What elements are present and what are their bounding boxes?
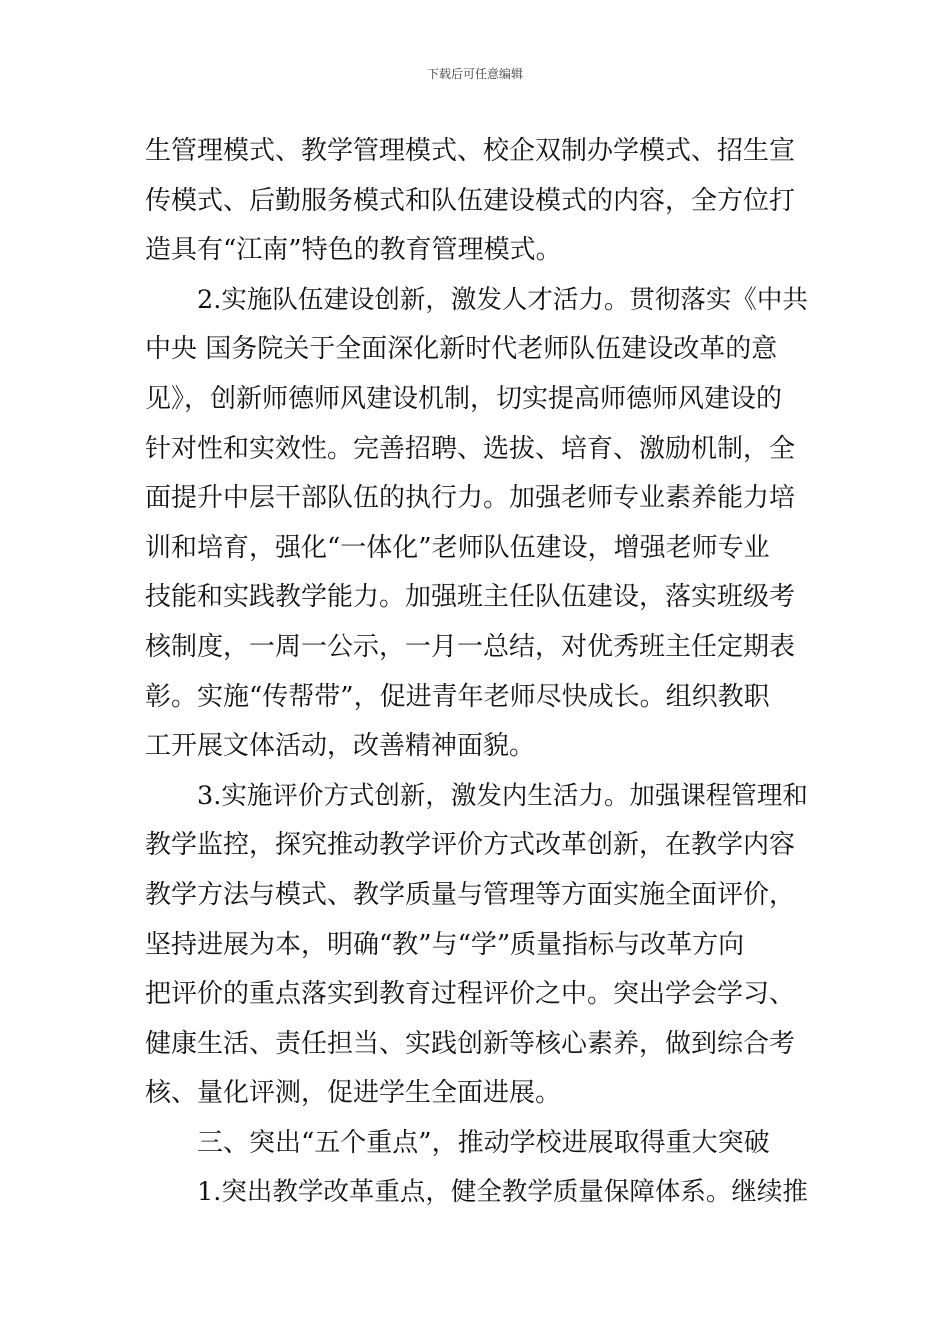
text-line: 教学监控，探究推动教学评价方式改革创新，在教学内容 <box>145 830 796 861</box>
text-line: 2.实施队伍建设创新，激发人才活力。贯彻落实《中共 <box>197 284 808 315</box>
text-line: 1.突出教学改革重点，健全教学质量保障体系。继续推 <box>197 1177 808 1208</box>
text-line: 核制度，一周一公示，一月一总结，对优秀班主任定期表 <box>145 631 796 662</box>
text-line: 工开展文体活动，改善精神面貌。 <box>145 731 536 762</box>
text-line: 见》，创新师德师风建设机制，切实提高师德师风建设的 <box>145 383 783 414</box>
text-line: 技能和实践教学能力。加强班主任队伍建设，落实班级考 <box>145 582 796 613</box>
text-line: 面提升中层干部队伍的执行力。加强老师专业素养能力培 <box>145 483 796 514</box>
text-line: 生管理模式、教学管理模式、校企双制办学模式、招生宣 <box>145 136 796 166</box>
document-body <box>145 127 810 1218</box>
text-line: 核、量化评测，促进学生全面进展。 <box>145 1078 562 1109</box>
text-line: 三、突出“五个重点”，推动学校进展取得重大突破 <box>197 1127 770 1158</box>
text-line: 造具有“江南”特色的教育管理模式。 <box>145 235 562 266</box>
text-line: 训和培育，强化“一体化”老师队伍建设，增强老师专业 <box>145 532 770 563</box>
text-line: 健康生活、责任担当、实践创新等核心素养，做到综合考 <box>145 1028 796 1059</box>
text-line: 针对性和实效性。完善招聘、选拔、培育、激励机制，全 <box>145 433 796 464</box>
text-line: 把评价的重点落实到教育过程评价之中。突出学会学习、 <box>145 979 796 1010</box>
text-line: 彰。实施“传帮带”，促进青年老师尽快成长。组织教职 <box>145 681 770 712</box>
text-line: 传模式、后勤服务模式和队伍建设模式的内容，全方位打 <box>145 185 796 216</box>
text-line: 中央 国务院关于全面深化新时代老师队伍建设改革的意 <box>145 334 778 365</box>
page-header: 下载后可任意编辑 <box>426 67 523 81</box>
text-line: 3.实施评价方式创新，激发内生活力。加强课程管理和 <box>197 780 808 811</box>
text-line: 坚持进展为本，明确“教”与“学”质量指标与改革方向 <box>145 929 745 960</box>
text-line: 教学方法与模式、教学质量与管理等方面实施全面评价， <box>145 879 796 910</box>
